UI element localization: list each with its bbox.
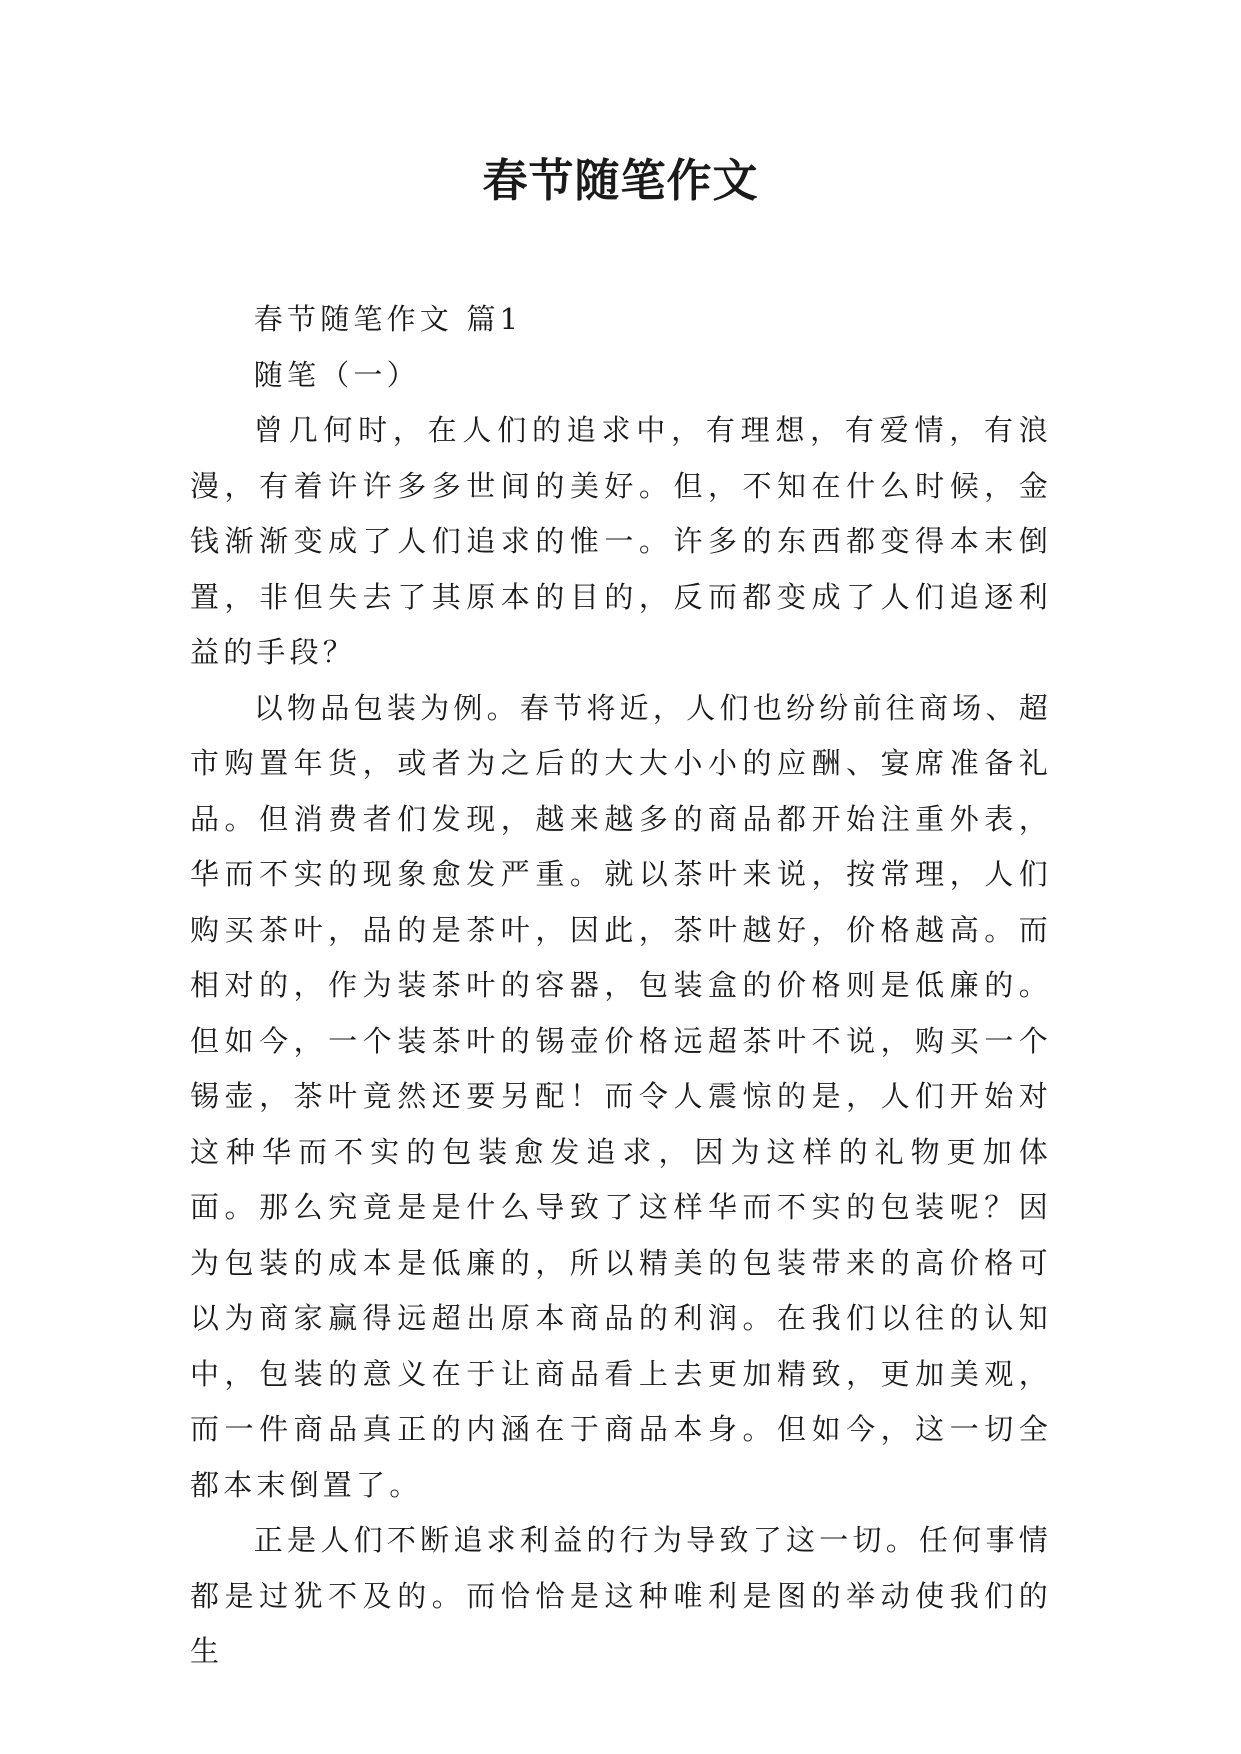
subsection-heading: 随笔（一） bbox=[253, 357, 420, 392]
body-paragraph: 正是人们不断追求利益的行为导致了这一切。任何事情都是过犹不及的。而恰恰是这种唯利是图的举动使我们的生 bbox=[190, 1523, 1052, 1668]
document-body bbox=[190, 292, 1052, 1680]
body-paragraph: 曾几何时，在人们的追求中，有理想，有爱情，有浪漫，有着许许多多世间的美好。但，不知在什么时候，金钱渐渐变成了人们追求的惟一。许多的东西都变得本末倒置，非但失去了其原本的目的，反而都变成了人们追逐利益的手段？ bbox=[190, 413, 1052, 669]
document-title: 春节随笔作文 bbox=[482, 154, 759, 207]
section-heading: 春节随笔作文 篇1 bbox=[253, 302, 523, 336]
body-paragraph: 以物品包装为例。春节将近，人们也纷纷前往商场、超市购置年货，或者为之后的大大小小的应酬、宴席准备礼品。但消费者们发现，越来越多的商品都开始注重外表，华而不实的现象愈发严重。就以茶叶来说，按常理，人们购买茶叶，品的是茶叶，因此，茶叶越好，价格越高。而相对的，作为装茶叶的容器，包装盒的价格则是低廉的。但如今，一个装茶叶的锡壶价格远超茶叶不说，购买一个锡壶，茶叶竟然还要另配！而令人震惊的是，人们开始对这种华而不实的包装愈发追求，因为这样的礼物更加体面。那么究竟是是什么导致了这样华而不实的包装呢？因为包装的成本是低廉的，所以精美的包装带来的高价格可以为商家赢得远超出原本商品的利润。在我们以往的认知中，包装的意义在于让商品看上去更加精致，更加美观，而一件商品真正的内涵在于商品本身。但如今，这一切全都本末倒置了。 bbox=[190, 690, 1052, 1502]
